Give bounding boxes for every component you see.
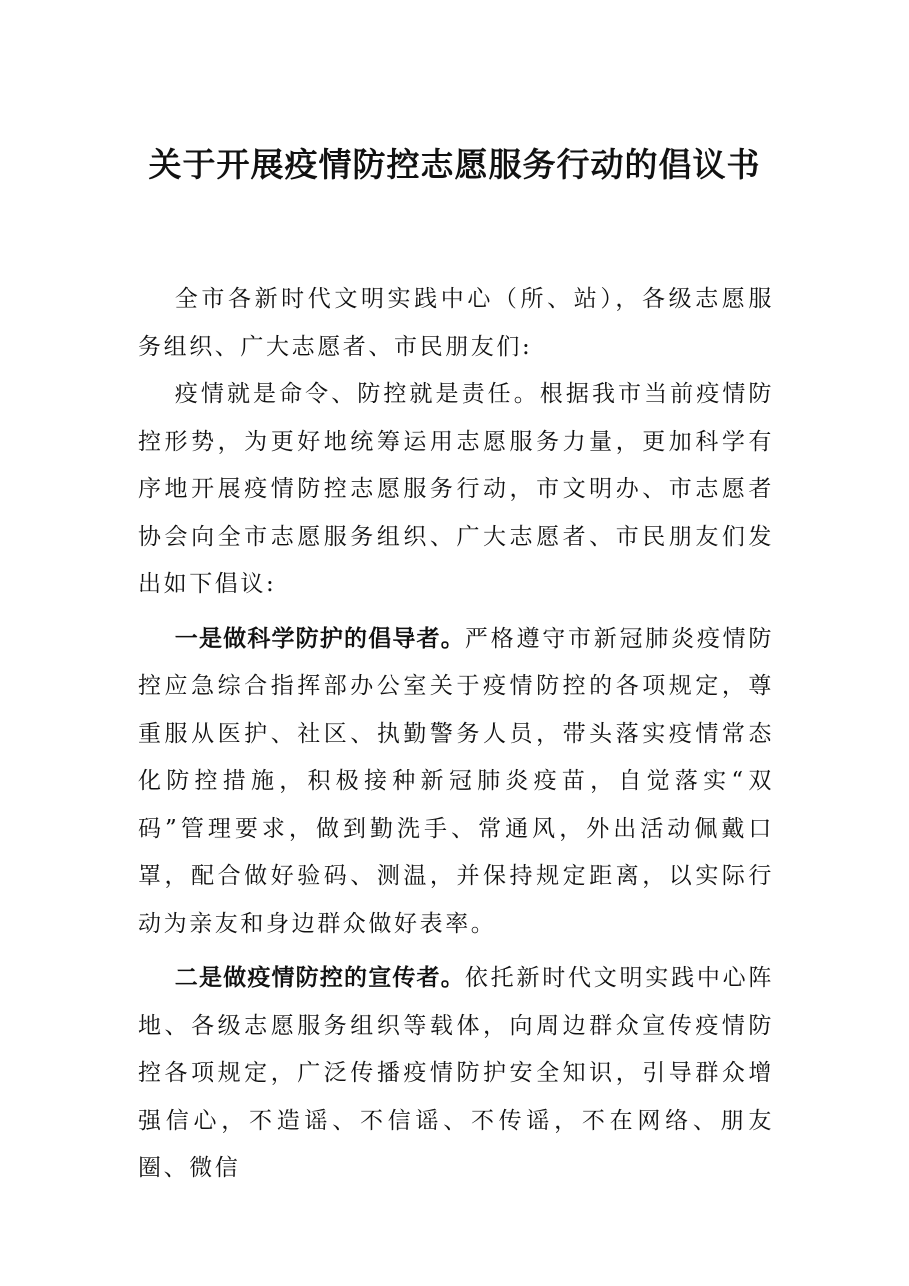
point-one-paragraph bbox=[138, 615, 774, 949]
point-two-paragraph bbox=[138, 954, 774, 1193]
point-one-lead: 一是做科学防护的倡导者。 bbox=[174, 624, 465, 652]
document-title: 关于开展疫情防控志愿服务行动的倡议书 bbox=[148, 145, 761, 184]
document-body bbox=[138, 276, 774, 1193]
point-one-text: 严格遵守市新冠肺炎疫情防控应急综合指挥部办公室关于疫情防控的各项规定，尊重服从医护、社区、执勤警务人员，带头落实疫情常态化防控措施，积极接种新冠肺炎疫苗，自觉落实“双码”管理要求，做到勤洗手、常通风，外出活动佩戴口罩，配合做好验码、测温，并保持规定距离，以实际行动为亲友和身边群众做好表率。 bbox=[138, 625, 775, 937]
intro-paragraph: 疫情就是命令、防控就是责任。根据我市当前疫情防控形势，为更好地统筹运用志愿服务力量，更加科学有序地开展疫情防控志愿服务行动，市文明办、市志愿者协会向全市志愿服务组织、广大志愿者、市民朋友们发出如下倡议: bbox=[138, 381, 774, 597]
point-two-text: 依托新时代文明实践中心阵地、各级志愿服务组织等载体，向周边群众宣传疫情防控各项规定，广泛传播疫情防护安全知识，引导群众增强信心，不造谣、不信谣、不传谣，不在网络、朋友圈、微信 bbox=[138, 965, 775, 1181]
salutation-paragraph: 全市各新时代文明实践中心（所、站），各级志愿服务组织、广大志愿者、市民朋友们: bbox=[138, 286, 774, 360]
point-two-lead: 二是做疫情防控的宣传者。 bbox=[174, 964, 465, 991]
